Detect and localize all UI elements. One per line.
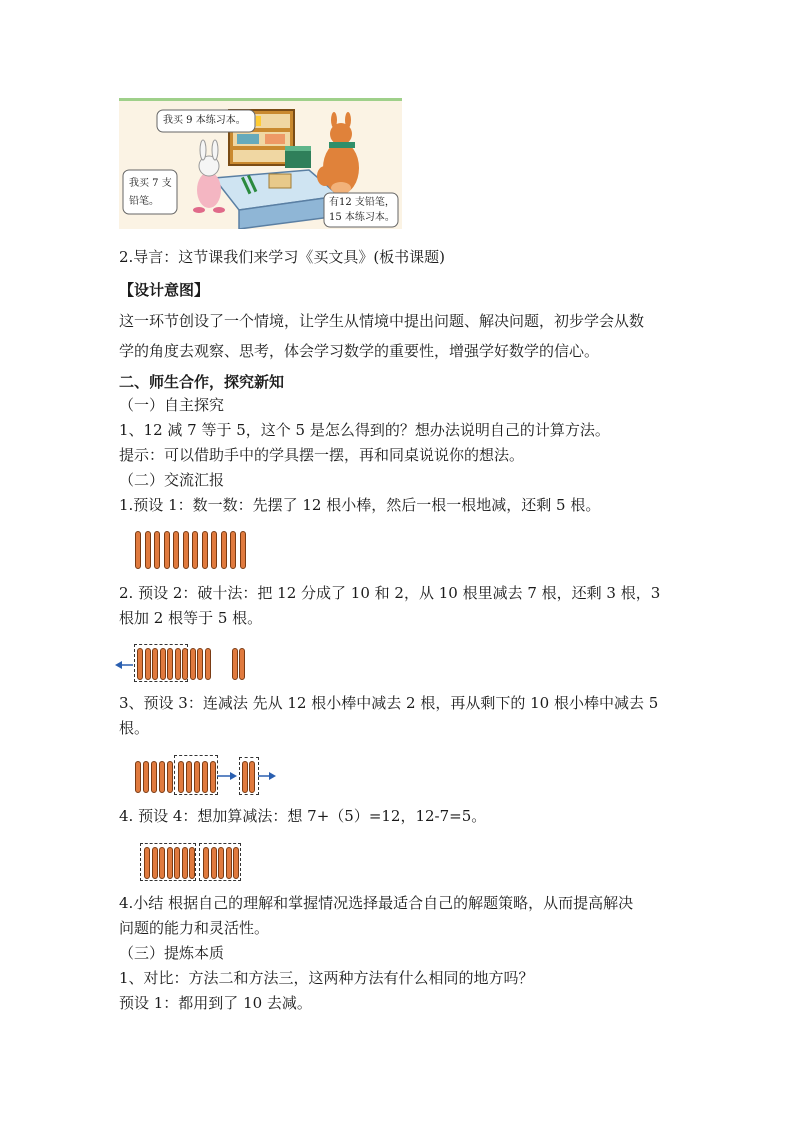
counting-stick	[167, 847, 173, 879]
counting-stick	[239, 648, 245, 680]
counting-stick	[232, 648, 238, 680]
counting-stick	[137, 648, 143, 680]
answer-line: 预设 1：都用到了 10 去减。	[119, 994, 312, 1012]
counting-stick	[240, 531, 246, 569]
bubble-right-text-1: 有12 支铅笔，	[329, 197, 395, 208]
counting-stick	[203, 847, 209, 879]
counting-stick	[167, 761, 173, 793]
design-intent-heading: 【设计意图】	[119, 281, 210, 299]
counting-stick	[197, 648, 203, 680]
counting-stick	[182, 648, 188, 680]
method-3-line-cont: 根。	[119, 719, 150, 737]
counting-stick	[210, 761, 216, 793]
counting-stick	[182, 847, 188, 879]
counting-stick	[192, 531, 198, 569]
counting-stick	[202, 531, 208, 569]
counting-stick	[144, 847, 150, 879]
counting-stick	[218, 847, 224, 879]
counting-stick	[167, 648, 173, 680]
counting-stick	[173, 531, 179, 569]
counting-stick	[135, 531, 141, 569]
subsection-heading: （二）交流汇报	[119, 471, 225, 489]
counting-stick	[233, 847, 239, 879]
counting-stick	[249, 761, 255, 793]
arrow-icon	[217, 771, 237, 781]
bubble-right-text-2: 15 本练习本。	[329, 212, 395, 223]
subsection-heading: （三）提炼本质	[119, 944, 225, 962]
counting-stick	[190, 648, 196, 680]
bubble-left-text-2: 铅笔。	[129, 196, 159, 207]
counting-stick	[159, 761, 165, 793]
counting-stick	[145, 531, 151, 569]
counting-stick	[154, 531, 160, 569]
stationery-shop-scene	[119, 98, 402, 229]
counting-stick	[178, 761, 184, 793]
bubble-top-text: 我买 9 本练习本。	[163, 115, 246, 126]
counting-stick	[175, 648, 181, 680]
bubble-left-text-1: 我买 7 支	[129, 178, 172, 189]
counting-stick	[189, 847, 195, 879]
sticks-group-2	[115, 642, 255, 684]
counting-stick	[160, 648, 166, 680]
counting-stick	[151, 761, 157, 793]
arrow-icon	[258, 771, 276, 781]
counting-stick	[211, 531, 217, 569]
hint-line: 提示：可以借助手中的学具摆一摆，再和同桌说说你的想法。	[119, 446, 525, 464]
method-1-line: 1.预设 1：数一数：先摆了 12 根小棒，然后一根一根地减，还剩 5 根。	[119, 496, 601, 514]
counting-stick	[174, 847, 180, 879]
intro-line: 2.导言：这节课我们来学习《买文具》(板书课题)	[119, 248, 446, 266]
sticks-group-3	[119, 751, 279, 799]
sticks-group-4	[136, 841, 246, 883]
counting-stick	[226, 847, 232, 879]
summary-line: 4.小结 根据自己的理解和掌握情况选择最适合自己的解题策略，从而提高解决	[119, 894, 634, 912]
paragraph-line: 学的角度去观察、思考，体会学习数学的重要性，增强学好数学的信心。	[119, 342, 600, 360]
counting-stick	[159, 847, 165, 879]
counting-stick	[230, 531, 236, 569]
method-3-line: 3、预设 3：连减法 先从 12 根小棒中减去 2 根，再从剩下的 10 根小棒中减去 5	[119, 694, 659, 712]
paragraph-line: 这一环节创设了一个情境，让学生从情境中提出问题、解决问题，初步学会从数	[119, 312, 645, 330]
question-line: 1、12 减 7 等于 5，这个 5 是怎么得到的？想办法说明自己的计算方法。	[119, 421, 610, 439]
summary-line-cont: 问题的能力和灵活性。	[119, 919, 270, 937]
counting-stick	[152, 847, 158, 879]
arrow-icon	[115, 660, 133, 670]
counting-stick	[183, 531, 189, 569]
counting-stick	[202, 761, 208, 793]
counting-stick	[143, 761, 149, 793]
counting-stick	[211, 847, 217, 879]
subsection-heading: （一）自主探究	[119, 396, 225, 414]
method-2-line: 2. 预设 2：破十法：把 12 分成了 10 和 2，从 10 根里减去 7 根，还剩 3 根，3	[119, 584, 661, 602]
method-4-line: 4. 预设 4：想加算减法：想 7+（5）=12，12-7=5。	[119, 807, 487, 825]
counting-stick	[145, 648, 151, 680]
counting-stick	[194, 761, 200, 793]
counting-stick	[205, 648, 211, 680]
sticks-group-1	[135, 531, 255, 569]
compare-line: 1、对比：方法二和方法三，这两种方法有什么相同的地方吗？	[119, 969, 534, 987]
shop-illustration	[119, 98, 402, 229]
counting-stick	[135, 761, 141, 793]
counting-stick	[221, 531, 227, 569]
counting-stick	[186, 761, 192, 793]
counting-stick	[242, 761, 248, 793]
section-heading: 二、师生合作，探究新知	[119, 373, 285, 391]
method-2-line-cont: 根加 2 根等于 5 根。	[119, 609, 263, 627]
counting-stick	[152, 648, 158, 680]
counting-stick	[164, 531, 170, 569]
